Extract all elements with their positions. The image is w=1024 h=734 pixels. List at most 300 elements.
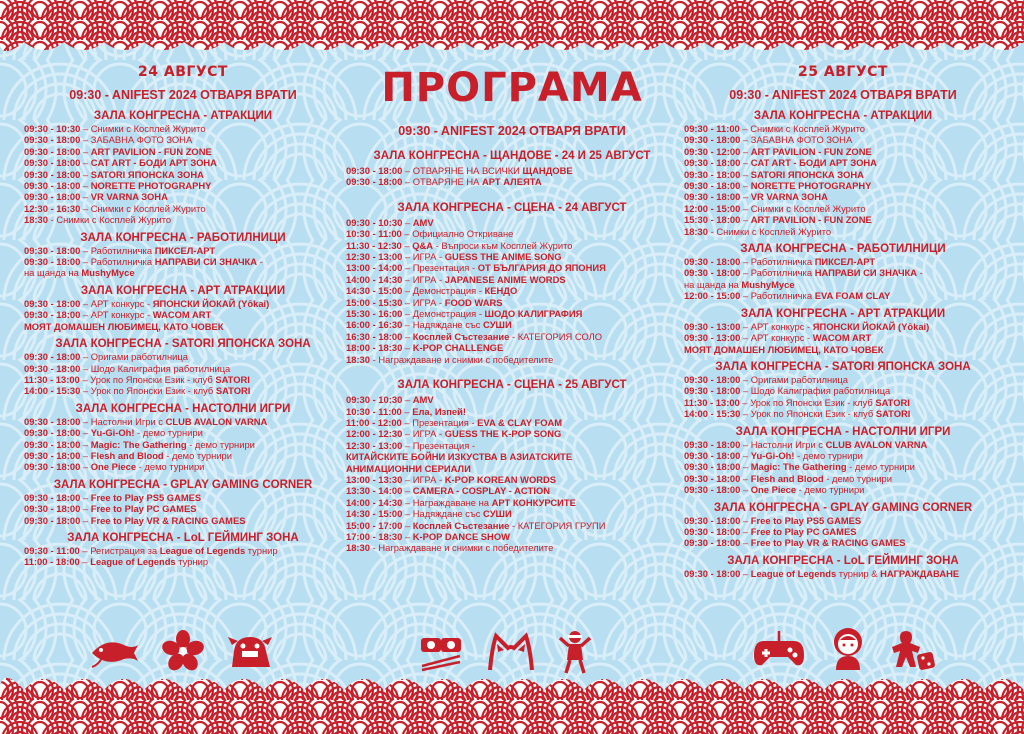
schedule-row bbox=[684, 123, 1002, 134]
event-text: – АРТ конкурс - bbox=[740, 320, 813, 332]
time-range: 09:30 - 18:00 bbox=[24, 244, 81, 256]
time-range: 09:30 - 18:00 bbox=[24, 514, 81, 526]
schedule-row bbox=[346, 406, 678, 417]
schedule-row bbox=[24, 439, 342, 450]
schedule-row bbox=[346, 542, 678, 553]
schedule-row bbox=[346, 508, 678, 519]
time-range: 18:00 - 18:30 bbox=[346, 342, 403, 354]
section-title: ЗАЛА КОНГРЕСНА - GPLAY GAMING CORNER bbox=[713, 501, 973, 514]
event-text: – bbox=[740, 525, 751, 537]
time-range: 12:30 - 13:00 bbox=[346, 439, 403, 451]
schedule-row bbox=[684, 473, 1002, 484]
event-text: - демо турнири bbox=[163, 449, 232, 461]
day1-sections bbox=[24, 110, 342, 568]
event-text: – Оригами работилница bbox=[80, 351, 188, 363]
schedule-row bbox=[684, 374, 1002, 385]
time-range: 09:30 - 18:00 bbox=[684, 191, 741, 203]
event-highlight: МОЯТ ДОМАШЕН ЛЮБИМЕЦ, КАТО ЧОВЕК bbox=[24, 320, 224, 332]
schedule-row bbox=[24, 203, 342, 214]
event-highlight: Yu-Gi-Oh! bbox=[90, 427, 135, 439]
event-highlight: ОТ БЪЛГАРИЯ ДО ЯПОНИЯ bbox=[477, 262, 606, 274]
time-range: 09:30 - 18:00 bbox=[684, 537, 741, 549]
event-text: – ИГРА - bbox=[402, 428, 445, 440]
event-highlight: MushyMyce bbox=[81, 267, 135, 279]
cat-ears-icon bbox=[486, 632, 536, 672]
event-highlight: CLUB AVALON VARNA bbox=[825, 438, 928, 450]
event-text: – bbox=[740, 449, 751, 461]
schedule-row bbox=[24, 556, 342, 567]
event-highlight: FOOD WARS bbox=[444, 296, 503, 308]
schedule-row bbox=[684, 180, 1002, 191]
schedule-row bbox=[346, 417, 678, 428]
schedule-row bbox=[346, 228, 678, 239]
schedule-row bbox=[684, 290, 1002, 301]
time-range: 09:30 - 18:00 bbox=[684, 525, 741, 537]
schedule-row bbox=[24, 321, 342, 332]
time-range: 09:30 - 18:00 bbox=[684, 373, 741, 385]
schedule-row bbox=[346, 463, 678, 474]
page-title: ПРОГРАМА bbox=[381, 65, 643, 111]
day2-column bbox=[684, 64, 1002, 585]
time-range: 09:30 - 18:00 bbox=[684, 514, 741, 526]
schedule-row bbox=[684, 157, 1002, 168]
event-highlight: Free to Play VR & RACING GAMES bbox=[750, 537, 906, 549]
event-text: – bbox=[80, 191, 91, 203]
event-text: – bbox=[740, 168, 751, 180]
event-text: – bbox=[740, 472, 751, 484]
event-highlight: АРТ АЛЕЯТА bbox=[482, 176, 542, 188]
time-range: 09:30 - 18:00 bbox=[24, 168, 81, 180]
event-highlight: Ела, Изпей! bbox=[412, 405, 467, 417]
gamepad-icon bbox=[752, 629, 806, 669]
event-text: на щанда на bbox=[684, 278, 742, 290]
event-highlight: CLUB AVALON VARNA bbox=[165, 415, 268, 427]
time-range: 09:30 - 18:00 bbox=[684, 472, 741, 484]
event-text: – bbox=[80, 180, 91, 192]
event-text: – Урок по Японски Език - клуб bbox=[740, 408, 876, 420]
schedule-row bbox=[24, 416, 342, 427]
event-text: – bbox=[402, 330, 413, 342]
schedule-row bbox=[684, 484, 1002, 495]
time-range: 09:30 - 18:00 bbox=[24, 134, 81, 146]
kpop-dancer-icon bbox=[558, 630, 592, 674]
time-range: 09:30 - 18:00 bbox=[24, 157, 81, 169]
schedule-row bbox=[346, 428, 678, 439]
event-text: – Снимки с Косплей Журито bbox=[80, 123, 206, 134]
event-highlight: ЩАНДОВЕ bbox=[522, 165, 573, 176]
time-range: 14:00 - 14:30 bbox=[346, 496, 403, 508]
event-text: – bbox=[740, 484, 751, 496]
event-highlight: Flesh and Blood bbox=[750, 472, 824, 484]
schedule-row bbox=[684, 526, 1002, 537]
schedule-row bbox=[346, 342, 678, 353]
schedule-row bbox=[346, 165, 678, 176]
event-highlight: Free to Play PS5 GAMES bbox=[90, 491, 202, 503]
time-range: 09:30 - 18:00 bbox=[24, 438, 81, 450]
event-highlight: АНИМАЦИОННИ СЕРИАЛИ bbox=[346, 462, 471, 474]
event-highlight: VR VARNA ЗОНА bbox=[750, 191, 828, 203]
section-title: ЗАЛА КОНГРЕСНА - НАСТОЛНИ ИГРИ bbox=[75, 402, 291, 415]
schedule-row bbox=[684, 214, 1002, 225]
event-text: – Презентация - bbox=[402, 439, 476, 451]
event-text: – bbox=[402, 342, 413, 354]
bottom-wave-border bbox=[0, 678, 1024, 734]
event-text: – Снимки с Косплей Журито bbox=[80, 202, 206, 214]
time-range: 09:30 - 18:00 bbox=[684, 461, 741, 473]
event-text: - демо турнири bbox=[823, 472, 892, 484]
event-highlight: ART PAVILION - FUN ZONE bbox=[750, 145, 872, 157]
event-text: - Снимки с Косплей Журито bbox=[47, 214, 172, 226]
event-text: – Надяждане със bbox=[402, 319, 484, 331]
time-range: 09:30 - 10:30 bbox=[346, 216, 403, 228]
event-text: – Официално Откриване bbox=[401, 228, 514, 240]
time-range: 18:30 bbox=[684, 225, 708, 237]
section-title: ЗАЛА КОНГРЕСНА - АРТ АТРАКЦИИ bbox=[80, 284, 286, 297]
event-highlight: Free to Play PC GAMES bbox=[750, 525, 857, 537]
time-range: 17:00 - 18:30 bbox=[346, 530, 403, 542]
time-range: 09:30 - 18:00 bbox=[684, 168, 741, 180]
schedule-row bbox=[24, 461, 342, 472]
event-text: – АРТ конкурс - bbox=[80, 309, 153, 321]
schedule-row bbox=[24, 191, 342, 202]
time-range: 09:30 - 10:30 bbox=[24, 123, 81, 134]
event-text: – Урок по Японски Език - клуб bbox=[79, 373, 216, 385]
event-text: – ИГРА - bbox=[402, 296, 445, 308]
schedule-row bbox=[684, 461, 1002, 472]
event-text: – bbox=[402, 216, 413, 228]
event-text: – bbox=[402, 530, 413, 542]
schedule-row bbox=[24, 169, 342, 180]
event-text: - Награждаване и снимки с победителите bbox=[369, 353, 554, 365]
event-text: – Настолни Игри с bbox=[740, 438, 826, 450]
time-range: 13:30 - 14:00 bbox=[346, 485, 403, 497]
schedule-row bbox=[24, 351, 342, 362]
event-text: – bbox=[401, 239, 413, 251]
event-highlight: Flesh and Blood bbox=[90, 449, 164, 461]
stage-sections bbox=[346, 150, 678, 554]
schedule-row bbox=[684, 256, 1002, 267]
event-text: - демо турнири bbox=[846, 461, 915, 473]
event-text: – Презентация - bbox=[402, 262, 478, 274]
event-highlight: EVA & CLAY FOAM bbox=[477, 416, 563, 428]
event-text: – АРТ конкурс - bbox=[740, 332, 813, 344]
event-highlight: МОЯТ ДОМАШЕН ЛЮБИМЕЦ, КАТО ЧОВЕК bbox=[684, 343, 884, 355]
schedule-section bbox=[684, 361, 1002, 420]
schedule-row bbox=[346, 451, 678, 462]
event-highlight: ЯПОНСКИ ЙОКАЙ (Yōkai) bbox=[812, 320, 930, 332]
time-range: 14:30 - 15:00 bbox=[346, 508, 403, 520]
koi-fish-icon bbox=[88, 631, 140, 671]
section-title: ЗАЛА КОНГРЕСНА - СЦЕНА - 24 АВГУСТ bbox=[397, 201, 627, 214]
schedule-row bbox=[684, 169, 1002, 180]
event-text: – Демонстрация - bbox=[402, 308, 485, 320]
sakura-flower-icon bbox=[162, 630, 204, 672]
event-highlight: GUESS THE ANIME SONG bbox=[444, 251, 562, 263]
schedule-row bbox=[346, 176, 678, 187]
event-text: – Снимки с Косплей Журито bbox=[739, 123, 866, 134]
time-range: 14:30 - 15:00 bbox=[346, 285, 403, 297]
schedule-row bbox=[24, 492, 342, 503]
event-text: – Работилничка bbox=[80, 244, 155, 256]
schedule-row bbox=[24, 267, 342, 278]
event-highlight: КЕНДО bbox=[484, 285, 518, 297]
schedule-row bbox=[684, 279, 1002, 290]
schedule-row bbox=[24, 256, 342, 267]
time-range: 09:30 - 18:00 bbox=[24, 180, 81, 192]
event-text: - демо турнири bbox=[134, 427, 203, 439]
time-range: 09:30 - 18:00 bbox=[346, 176, 403, 188]
schedule-section bbox=[684, 426, 1002, 496]
event-text: турнир bbox=[245, 544, 278, 556]
event-highlight: VR VARNA ЗОНА bbox=[90, 191, 168, 203]
schedule-section bbox=[24, 285, 342, 332]
schedule-section bbox=[346, 202, 678, 365]
section-title: ЗАЛА КОНГРЕСНА - LoL ГЕЙМИНГ ЗОНА bbox=[67, 531, 299, 544]
event-highlight: SATORI bbox=[875, 408, 911, 420]
schedule-row bbox=[346, 262, 678, 273]
time-range: 09:30 - 18:00 bbox=[684, 567, 741, 579]
time-range: 09:30 - 13:00 bbox=[684, 320, 741, 332]
event-highlight: GUESS THE K-POP SONG bbox=[444, 428, 562, 440]
schedule-row bbox=[24, 374, 342, 385]
event-text: – bbox=[80, 145, 91, 157]
schedule-row bbox=[346, 240, 678, 251]
time-range: 09:30 - 18:00 bbox=[24, 461, 81, 473]
time-range: 16:30 - 18:00 bbox=[346, 330, 403, 342]
schedule-section bbox=[24, 110, 342, 226]
event-text: - bbox=[917, 267, 923, 279]
section-title: ЗАЛА КОНГРЕСНА - SATORI ЯПОНСКА ЗОНА bbox=[715, 360, 971, 373]
event-text: – ЗАБАВНА ФОТО ЗОНА bbox=[80, 134, 193, 146]
event-text: – Презентация - bbox=[401, 416, 478, 428]
section-title: ЗАЛА КОНГРЕСНА - РАБОТИЛНИЦИ bbox=[740, 243, 946, 256]
schedule-row bbox=[24, 385, 342, 396]
time-range: 09:30 - 18:00 bbox=[24, 449, 81, 461]
event-text: - Снимки с Косплей Журито bbox=[707, 225, 832, 237]
time-range: 11:00 - 12:00 bbox=[346, 416, 402, 428]
event-highlight: SATORI bbox=[875, 396, 910, 408]
event-highlight: ПИКСЕЛ-АРТ bbox=[154, 244, 216, 256]
schedule-row bbox=[346, 520, 678, 531]
time-range: 15:30 - 16:00 bbox=[346, 308, 403, 320]
time-range: 09:30 - 18:00 bbox=[24, 145, 81, 157]
time-range: 14:00 - 15:30 bbox=[24, 385, 81, 397]
event-text: – ИГРА - bbox=[402, 251, 445, 263]
section-title: ЗАЛА КОНГРЕСНА - SATORI ЯПОНСКА ЗОНА bbox=[55, 338, 311, 351]
event-text: – bbox=[740, 567, 751, 579]
event-text: – bbox=[80, 438, 91, 450]
time-range: 13:00 - 13:30 bbox=[346, 473, 403, 485]
schedule-row bbox=[24, 123, 342, 134]
event-highlight: SATORI ЯПОНСКА ЗОНА bbox=[750, 168, 864, 180]
time-range: 11:30 - 13:00 bbox=[684, 396, 740, 408]
event-text: – bbox=[740, 180, 751, 192]
event-highlight: НАПРАВИ СИ ЗНАЧКА bbox=[814, 267, 918, 279]
event-text: – Шодо Калиграфия работилница bbox=[740, 385, 891, 397]
event-highlight: Косплей Състезание bbox=[412, 330, 510, 342]
event-text: – bbox=[80, 157, 91, 169]
event-highlight: ART PAVILION - FUN ZONE bbox=[90, 145, 212, 157]
schedule-row bbox=[346, 531, 678, 542]
day2-sections bbox=[684, 110, 1002, 579]
time-range: 09:30 - 18:00 bbox=[24, 191, 81, 203]
schedule-section bbox=[24, 338, 342, 397]
schedule-row bbox=[24, 245, 342, 256]
schedule-section bbox=[346, 379, 678, 554]
event-text: – Надяждане със bbox=[402, 508, 484, 520]
time-range: 09:30 - 18:00 bbox=[24, 415, 81, 427]
day1-column bbox=[24, 64, 342, 574]
shisa-lion-icon bbox=[226, 631, 274, 671]
event-highlight: АРТ КОНКУРСИТЕ bbox=[491, 496, 576, 508]
time-range: 13:00 - 14:00 bbox=[346, 262, 403, 274]
schedule-section bbox=[684, 308, 1002, 355]
time-range: 09:30 - 18:00 bbox=[24, 297, 81, 309]
time-range: 12:30 - 13:00 bbox=[346, 251, 403, 263]
event-text: – bbox=[80, 449, 91, 461]
schedule-row bbox=[346, 217, 678, 228]
right-icons bbox=[752, 626, 938, 672]
schedule-section bbox=[24, 479, 342, 526]
event-highlight: AMV bbox=[412, 216, 434, 228]
meeple-dice-icon bbox=[890, 627, 938, 671]
time-range: 09:30 - 11:00 bbox=[24, 544, 80, 556]
event-text: - демо турнири bbox=[136, 461, 205, 473]
time-range: 09:30 - 18:00 bbox=[684, 157, 741, 169]
day2-opening: 09:30 - ANIFEST 2024 ОТВАРЯ ВРАТИ bbox=[729, 88, 957, 102]
sushi-icon bbox=[418, 632, 464, 672]
event-text: – bbox=[740, 461, 751, 473]
schedule-row bbox=[684, 267, 1002, 278]
event-highlight: K-POP DANCE SHOW bbox=[412, 530, 510, 542]
time-range: 12:00 - 15:00 bbox=[684, 290, 741, 302]
event-highlight: SATORI bbox=[215, 373, 250, 385]
schedule-row bbox=[346, 474, 678, 485]
time-range: 09:30 - 18:00 bbox=[684, 256, 741, 268]
event-text: – bbox=[402, 394, 413, 406]
event-text: – bbox=[79, 556, 91, 568]
time-range: 18:30 bbox=[24, 214, 48, 226]
schedule-row bbox=[24, 214, 342, 225]
stage-column bbox=[346, 64, 678, 568]
event-text: – ОТВАРЯНЕ НА bbox=[402, 176, 483, 188]
event-text: – bbox=[80, 168, 91, 180]
schedule-row bbox=[346, 354, 678, 365]
event-text: – bbox=[402, 485, 413, 497]
time-range: 09:30 - 18:00 bbox=[24, 427, 81, 439]
event-highlight: SATORI ЯПОНСКА ЗОНА bbox=[90, 168, 204, 180]
event-highlight: K-POP KOREAN WORDS bbox=[444, 473, 557, 485]
schedule-row bbox=[24, 309, 342, 320]
time-range: 09:30 - 18:00 bbox=[684, 267, 741, 279]
schedule-row bbox=[24, 180, 342, 191]
schedule-row bbox=[684, 450, 1002, 461]
time-range: 09:30 - 18:00 bbox=[24, 309, 81, 321]
schedule-row bbox=[346, 251, 678, 262]
schedule-row bbox=[24, 134, 342, 145]
schedule-row bbox=[684, 134, 1002, 145]
schedule-row bbox=[684, 332, 1002, 343]
time-range: 09:30 - 18:00 bbox=[24, 503, 81, 515]
schedule-row bbox=[684, 439, 1002, 450]
event-text: – bbox=[401, 405, 413, 417]
time-range: 11:30 - 12:30 bbox=[346, 239, 402, 251]
section-title: ЗАЛА КОНГРЕСНА - СЦЕНА - 25 АВГУСТ bbox=[397, 379, 627, 392]
time-range: 11:30 - 13:00 bbox=[24, 373, 80, 385]
schedule-row bbox=[346, 497, 678, 508]
schedule-section bbox=[24, 232, 342, 279]
event-highlight: NORETTE PHOTOGRAPHY bbox=[750, 180, 872, 192]
event-highlight: СУШИ bbox=[483, 319, 512, 331]
schedule-row bbox=[24, 503, 342, 514]
event-text: турнир & bbox=[836, 567, 881, 579]
event-text: - демо турнири bbox=[796, 484, 865, 496]
time-range: 09:30 - 18:00 bbox=[24, 256, 81, 268]
event-text: – bbox=[740, 537, 751, 549]
schedule-row bbox=[24, 515, 342, 526]
event-text: – ИГРА - bbox=[402, 273, 445, 285]
event-highlight: CAMERA - COSPLAY - ACTION bbox=[412, 485, 551, 497]
event-text: – Снимки с Косплей Журито bbox=[740, 202, 866, 214]
schedule-row bbox=[346, 394, 678, 405]
schedule-row bbox=[346, 331, 678, 342]
top-wave-border bbox=[0, 0, 1024, 51]
schedule-row bbox=[24, 427, 342, 438]
time-range: 09:30 - 18:00 bbox=[684, 180, 741, 192]
event-text: – bbox=[80, 503, 91, 515]
middle-icons bbox=[418, 630, 592, 674]
schedule-row bbox=[24, 363, 342, 374]
event-highlight: League of Legends bbox=[159, 544, 246, 556]
event-text: – Работилничка bbox=[740, 267, 815, 279]
schedule-section bbox=[684, 555, 1002, 579]
time-range: 10:30 - 11:00 bbox=[346, 405, 402, 417]
event-highlight: Free to Play PS5 GAMES bbox=[750, 514, 862, 526]
section-title: ЗАЛА КОНГРЕСНА - АТРАКЦИИ bbox=[93, 110, 273, 122]
event-text: – bbox=[740, 157, 751, 169]
time-range: 15:00 - 17:00 bbox=[346, 519, 403, 531]
event-highlight: WACOM ART bbox=[152, 309, 212, 321]
event-highlight: ЯПОНСКИ ЙОКАЙ (Yōkai) bbox=[152, 297, 270, 309]
event-highlight: СУШИ bbox=[483, 508, 512, 520]
time-range: 09:30 - 18:00 bbox=[684, 449, 741, 461]
schedule-row bbox=[684, 146, 1002, 157]
event-highlight: Косплей Състезание bbox=[412, 519, 510, 531]
event-text: – Урок по Японски Език - клуб bbox=[80, 385, 216, 397]
event-text: – Работилничка bbox=[740, 256, 815, 268]
event-text: - демо турнири bbox=[186, 438, 255, 450]
event-highlight: EVA FOAM CLAY bbox=[814, 290, 891, 302]
event-text: - КАТЕГОРИЯ ГРУПИ bbox=[509, 519, 606, 531]
event-highlight: Yu-Gi-Oh! bbox=[750, 449, 795, 461]
time-range: 09:30 - 18:00 bbox=[24, 351, 81, 363]
section-title: ЗАЛА КОНГРЕСНА - GPLAY GAMING CORNER bbox=[53, 478, 313, 491]
time-range: 18:30 bbox=[346, 353, 370, 365]
event-text: – bbox=[80, 514, 91, 526]
event-highlight: AMV bbox=[412, 394, 434, 406]
schedule-row bbox=[346, 308, 678, 319]
event-highlight: NORETTE PHOTOGRAPHY bbox=[90, 180, 212, 192]
event-text: – bbox=[80, 427, 91, 439]
schedule-row bbox=[346, 485, 678, 496]
time-range: 15:00 - 15:30 bbox=[346, 296, 403, 308]
section-title: ЗАЛА КОНГРЕСНА - АТРАКЦИИ bbox=[753, 110, 933, 122]
schedule-row bbox=[684, 321, 1002, 332]
schedule-row bbox=[346, 285, 678, 296]
event-text: на щанда на bbox=[24, 267, 82, 279]
event-text: – ИГРА - bbox=[402, 473, 445, 485]
event-text: - КАТЕГОРИЯ СОЛО bbox=[509, 330, 603, 342]
